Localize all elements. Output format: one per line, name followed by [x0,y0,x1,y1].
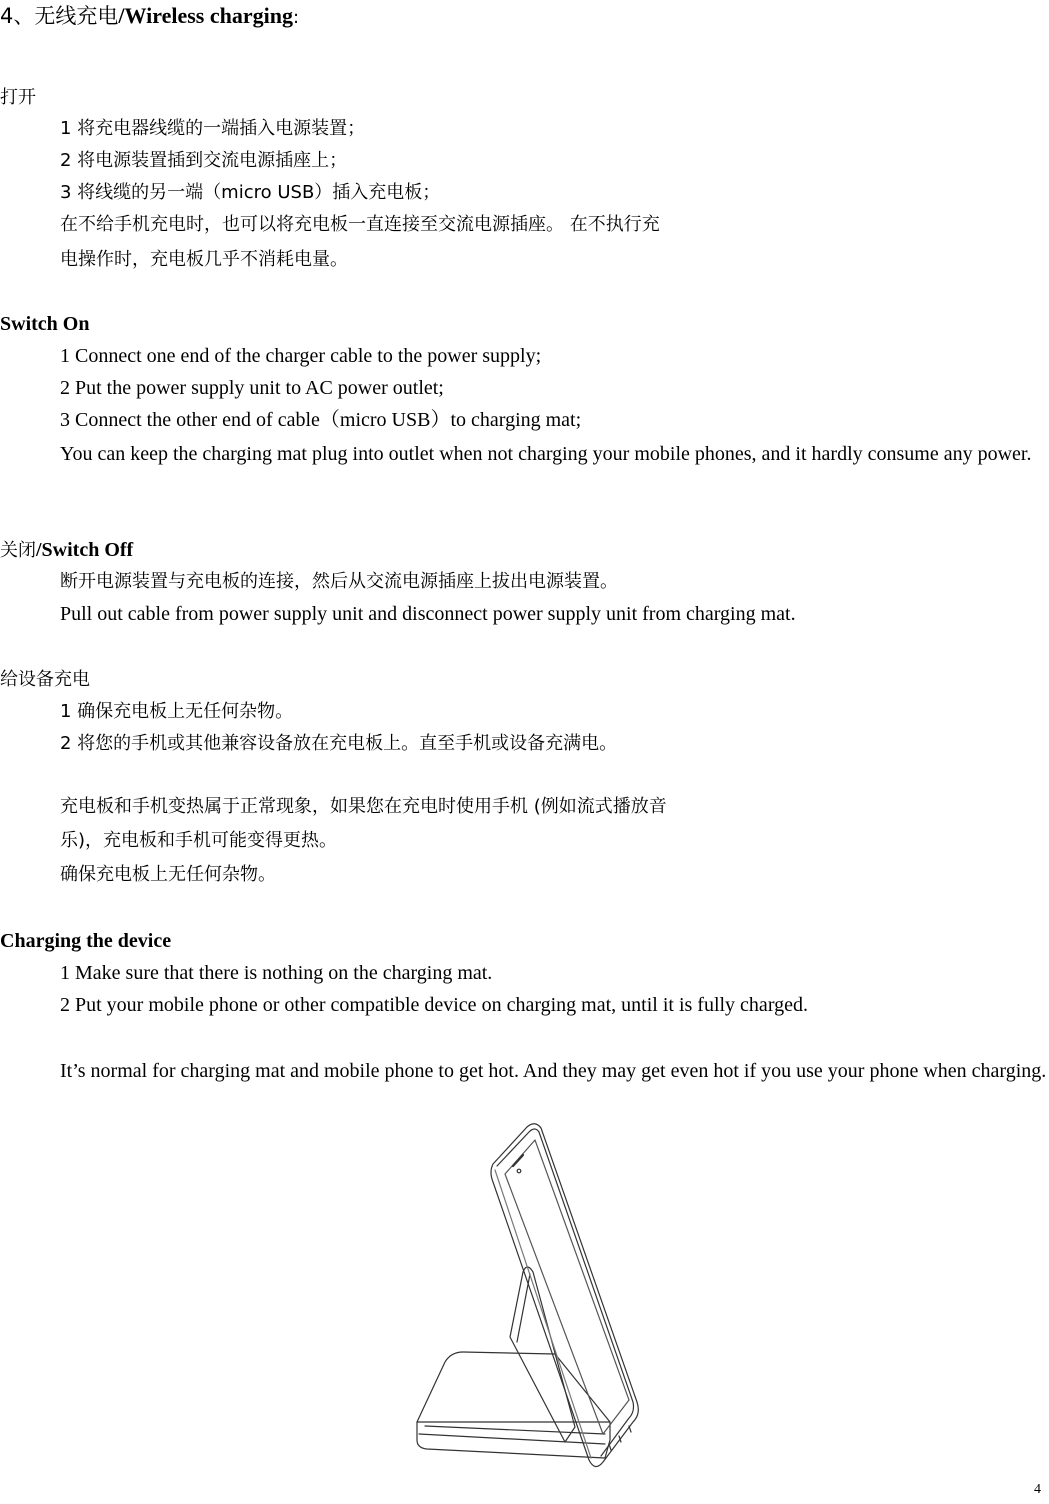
charging-cn-note-line-2: 乐)，充电板和手机可能变得更热。 [60,830,338,851]
charger-stand-back [510,1267,575,1442]
switch-off-en-text: Pull out cable from power supply unit and disconnect power supply unit from charging mat. [60,603,796,625]
switch-off-title-cn: 关闭 [0,540,36,561]
section-title-switch-off [0,538,133,563]
charging-cn-step-1: 1 确保充电板上无任何杂物。 [60,701,294,722]
page-heading [0,4,299,30]
phone-front-camera [517,1169,521,1173]
phone-earpiece [513,1155,523,1166]
heading-cn: 无线充电 [34,4,119,28]
phone-body-outline [491,1124,638,1467]
section-title-open-cn: 打开 [0,87,36,108]
section-title-switch-on: Switch On [0,313,90,335]
section-title-charging-en: Charging the device [0,930,172,952]
charging-en-note: It’s normal for charging mat and mobile phone to get hot. And they may get even hot if you use your phone when charging. [60,1060,1047,1082]
phone-body-side [497,1129,634,1456]
open-cn-step-2: 2 将电源装置插到交流电源插座上； [60,150,348,171]
open-cn-step-3: 3 将线缆的另一端（micro USB）插入充电板； [60,182,441,203]
charger-base-top [417,1352,610,1422]
open-cn-note-line-1: 在不给手机充电时，也可以将充电板一直连接至交流电源插座。 在不执行充 [60,214,660,235]
open-cn-step-1: 1 将充电器线缆的一端插入电源装置； [60,118,366,139]
switch-off-cn-text: 断开电源装置与充电板的连接，然后从交流电源插座上拔出电源装置。 [60,571,618,592]
charging-cn-step-2: 2 将您的手机或其他兼容设备放在充电板上。直至手机或设备充满电。 [60,733,618,754]
section-title-charging-cn: 给设备充电 [0,669,90,690]
phone-on-wireless-charging-stand-illustration [405,1122,670,1474]
heading-number: 4、 [0,4,35,28]
switch-off-title-en: /Switch Off [36,539,134,561]
switch-on-step-3: 3 Connect the other end of cable（micro USB）to charging mat; [60,409,582,431]
open-cn-note-line-2: 电操作时，充电板几乎不消耗电量。 [60,249,348,270]
page-number: 4 [1034,1482,1041,1497]
phone-left-edge-line [495,1170,591,1458]
charging-en-step-2: 2 Put your mobile phone or other compatible device on charging mat, until it is fully charged. [60,994,808,1016]
switch-on-step-2: 2 Put the power supply unit to AC power outlet; [60,377,444,399]
switch-on-note: You can keep the charging mat plug into outlet when not charging your mobile phones, and it hardly consume any power. [60,443,1032,465]
heading-colon: : [292,7,300,28]
charging-en-step-1: 1 Make sure that there is nothing on the charging mat. [60,962,493,984]
phone-screen [505,1140,629,1434]
charging-cn-note-line-1: 充电板和手机变热属于正常现象，如果您在充电时使用手机 (例如流式播放音 [60,796,667,817]
charging-cn-note-line-3: 确保充电板上无任何杂物。 [60,864,276,885]
charger-base-lower-edge [419,1434,605,1444]
heading-sep: / [118,3,125,28]
heading-en: Wireless charging [124,3,293,28]
switch-on-step-1: 1 Connect one end of the charger cable to the power supply; [60,345,542,367]
